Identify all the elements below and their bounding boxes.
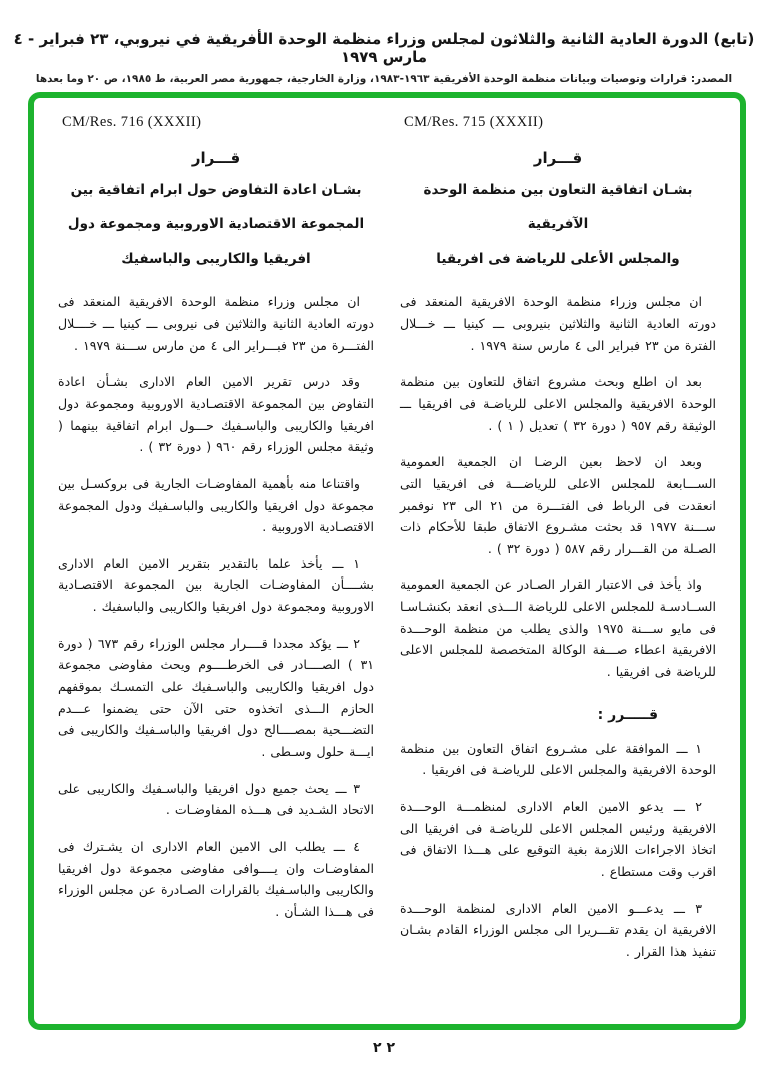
decides-heading: قـــــرر : <box>597 706 658 723</box>
two-column-layout <box>34 98 740 1024</box>
title-line: المجموعة الاقتصادية الاوروبية ومجموعة دول <box>67 216 365 233</box>
numbered-item: ٤ ـــ يطلب الى الامين العام الادارى ان يشـترك فى المفاوضـات وان يــــوافى مفاوضى مجموعة دول افريقيا والكاريبى والباسـفيك بالقرارات الصـادرة عن مجلس الوزراء فى هـــذا الشـأن . <box>58 839 374 920</box>
page-header <box>12 30 756 85</box>
title-line: بشـان اعادة التفاوض حول ابرام اتفاقية بين <box>70 182 362 198</box>
paragraph: واذ يأخذ فى الاعتبار القرار الصـادر عن الجمعية العمومية الســادسـة للمجلس الاعلى للرياضة الـــذى انعقد بكنشـاسـا فى مايو ســـنة ١٩٧٥ والذى يطلب من منظمة الوحـــدة الافريقية اعطاء صـــفة الوكالة المتخصصة للمجلس الاعلى للرياضة فى افريقيا . <box>400 577 717 680</box>
paragraph: وبعد ان لاحظ بعين الرضـا ان الجمعية العمومية الســـابعة للمجلس الاعلى للرياضـــة فى افريقيا التى انعقدت فى الرباط فى الفتـــرة من ٢١ الى ٢٣ نوفمبر ســـنة ١٩٧٧ قد بحثت مشـروع الاتفاق طبقا للأحكام ذات الصـلة من القـــرار رقم ٥٨٧ ( دورة ٣٢ ) . <box>400 454 716 556</box>
paragraph: واقتناعا منه بأهمية المفاوضـات الجارية فى بروكسـل بين مجموعة دول افريقيا والكاريبى والباسـفيك ودول المجموعة الاقتصـادية الاوروبية . <box>58 475 374 535</box>
title-line: افريقيا والكاريبى والباسفيك <box>121 250 311 267</box>
paragraph: وقد درس تقرير الامين العام الادارى بشـأن اعادة التفاوض بين المجموعة الاقتصـادية الاوروبية ومجموعة دول افريقيا والكاريبى والباسـفيك حـــول ابرام اتفاقية بينهما ( وثيقة مجلس الوزراء رقم ٩٦٠ ( دورة ٣٢ ) . <box>58 374 374 455</box>
resolution-column-716 <box>58 108 374 1014</box>
resolution-code-715: CM/Res. 715 (XXXII) <box>404 114 544 130</box>
resolution-title-716 <box>58 173 374 276</box>
numbered-item: ٢ ـــ يدعو الامين العام الادارى لمنظمـــة الوحـــدة الافريقية ورئيس المجلس الاعلى للرياضـة فى افريقيا الى اتخاذ الاجراءات اللازمة بغية التوقيع على هـــذا الاتفاق فى اقرب وقت مستطاع . <box>400 799 716 880</box>
header-session-line: (تابع) الدورة العادية الثانية والثلاثون لمجلس وزراء منظمة الوحدة الأفريقية في نيروبي، ٢٣ فبراير - ٤ مارس ١٩٧٩ <box>13 30 755 66</box>
paragraph: ان مجلس وزراء منظمة الوحدة الافريقية المنعقد فى دورته العادية الثانية والثلاثين فى نيروبى ـــ كينيا ـــ خــــلال الفتـــرة من ٢٣ فبـــراير الى ٤ من مارس ســـنة ١٩٧٩ . <box>58 294 374 353</box>
title-line: بشـان اتفاقية التعاون بين منظمة الوحدة الآفريقية <box>423 182 693 233</box>
numbered-item: ٢ ـــ يؤكد مجددا قــــرار مجلس الوزراء رقم ٦٧٣ ( دورة ٣١ ) الصــــادر فى الخرطــــوم ويحث مفاوضى مجموعة دول افريقيا والكاريبى والباسـفيك على التمسـك بموقفهم الحازم الـــذى اتخذوه حتى الآن حتى يضمنوا عـــدم التضـــحية بمصــــالح دول افريقيا والباسـفيك والكاريبى فى ايـــة حلول وسـطى . <box>58 635 374 760</box>
numbered-item: ٣ ـــ يحث جميع دول افريقيا والباسـفيك والكاريبى على الاتحاد الشـديد فى هـــذه المفاوضـات . <box>58 780 374 818</box>
title-line: والمجلس الأعلى للرياضة فى افريقيا <box>436 250 680 267</box>
resolution-title-715 <box>400 173 716 276</box>
numbered-item: ١ ـــ الموافقة على مشـروع اتفاق التعاون بين منظمة الوحدة الافريقية والمجلس الاعلى للرياضـة فى افريقيا . <box>400 740 716 778</box>
page-number: ٢ ٢ <box>373 1040 395 1056</box>
qarar-heading-715: قـــرار <box>533 149 583 167</box>
resolution-column-715 <box>400 108 716 1014</box>
paragraph: بعد ان اطلع وبحث مشروع اتفاق للتعاون بين منظمة الوحدة الافريقية والمجلس الاعلى للرياضـة فى افريقيا ـــ الوثيقة رقم ٩٥٧ ( دورة ٣٢ ) تعديل ( ١ ) . <box>400 374 716 433</box>
numbered-item: ١ ـــ يأخذ علما بالتقدير بتقرير الامين العام الادارى بشــــأن المفاوضـات الجارية بين المجموعة الاقتصـادية الاوروبية ومجموعة دول افريقيا والكاريبى والباسفيك . <box>58 555 374 615</box>
paragraph: ان مجلس وزراء منظمة الوحدة الافريقية المنعقد فى دورته العادية الثانية والثلاثين بنيروبى ـــ كينيا ـــ خـــلال الفترة من ٢٣ فبراير الى ٤ مارس سنة ١٩٧٩ . <box>400 294 716 353</box>
header-source-line: المصدر: قرارات وتوصيات وبيانات منظمة الوحدة الأفريقية ١٩٦٣-١٩٨٣، وزارة الخارجية، جمهورية مصر العربية، ط ١٩٨٥، ص ٢٠ وما بعدها <box>35 73 733 85</box>
resolution-code-716: CM/Res. 716 (XXXII) <box>62 114 202 130</box>
green-border-frame <box>28 92 746 1030</box>
numbered-item: ٣ ـــ يدعـــو الامين العام الادارى لمنظمة الوحـــدة الافريقية ان يقدم تقـــريرا الى مجلس الوزراء القادم بشـان تنفيذ هذا القرار . <box>400 900 716 960</box>
qarar-heading-716: قـــرار <box>191 149 241 167</box>
